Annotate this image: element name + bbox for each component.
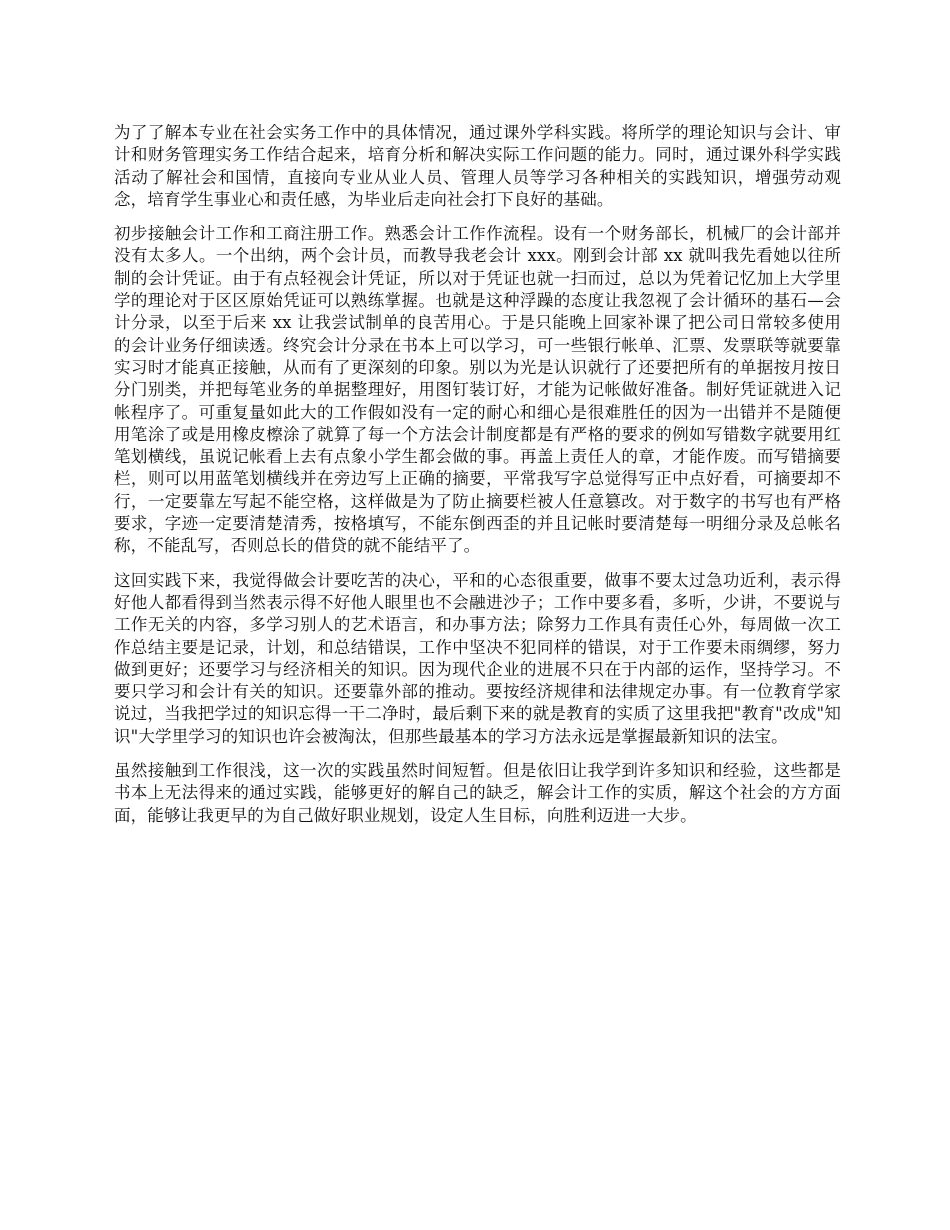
paragraph-purpose: 为了了解本专业在社会实务工作中的具体情况，通过课外学科实践。将所学的理论知识与会计、审计和财务管理实务工作结合起来，培育分析和解决实际工作问题的能力。同时，通过课外科学实践活动了解社会和国情，直接向专业从业人员、管理人员等学习各种相关的实践知识，增强劳动观念，培育学生事业心和责任感，为毕业后走向社会打下良好的基础。 [114,123,841,209]
document-body [114,122,841,827]
paragraph-accounting-work: 初步接触会计工作和工商注册工作。熟悉会计工作作流程。设有一个财务部长，机械厂的会计部并没有太多人。一个出纳，两个会计员，而教导我老会计 xxx。刚到会计部 xx 就叫我先看她以往所制的会计凭证。由于有点轻视会计凭证，所以对于凭证也就一扫而过，总以为凭着记忆加上大学里学的理论对于区区原始凭证可以熟练掌握。也就是这种浮躁的态度让我忽视了会计循环的基石—会计分录，以至于后来 xx 让我尝试制单的良苦用心。于是只能晚上回家补课了把公司日常较多使用的会计业务仔细读透。终究会计分录在书本上可以学习，可一些银行帐单、汇票、发票联等就要靠实习时才能真正接触，从而有了更深刻的印象。别以为光是认识就行了还要把所有的单据按月按日分门别类，并把每笔业务的单据整理好，用图钉装订好，才能为记帐做好准备。制好凭证就进入记帐程序了。可重复量如此大的工作假如没有一定的耐心和细心是很难胜任的因为一出错并不是随便用笔涂了或是用橡皮檫涂了就算了每一个方法会计制度都是有严格的要求的例如写错数字就要用红笔划横线，虽说记帐看上去有点象小学生都会做的事。再盖上责任人的章，才能作废。而写错摘要栏，则可以用蓝笔划横线并在旁边写上正确的摘要，平常我写字总觉得写正中点好看，可摘要却不行，一定要靠左写起不能空格，这样做是为了防止摘要栏被人任意篡改。对于数字的书写也有严格要求，字迹一定要清楚清秀，按格填写，不能东倒西歪的并且记帐时要清楚每一明细分录及总帐名称，不能乱写，否则总长的借贷的就不能结平了。 [114,224,841,556]
paragraph-reflections: 这回实践下来，我觉得做会计要吃苦的决心，平和的心态很重要，做事不要太过急功近利，表示得好他人都看得到当然表示得不好他人眼里也不会融进沙子；工作中要多看，多听，少讲，不要说与工作无关的内容，多学习别人的艺术语言，和办事方法；除努力工作具有责任心外，每周做一次工作总结主要是记录，计划，和总结错误，工作中坚决不犯同样的错误，对于工作要未雨绸缪，努力做到更好；还要学习与经济相关的知识。因为现代企业的进展不只在于内部的运作，坚持学习。不要只学习和会计有关的知识。还要靠外部的推动。要按经济规律和法律规定办事。有一位教育学家说过，当我把学过的知识忘得一干二净时，最后剩下来的就是教育的实质了这里我把"教育"改成"知识"大学里学习的知识也许会被淘汰，但那些最基本的学习方法永远是掌握最新知识的法宝。 [114,570,841,746]
paragraph-conclusion: 虽然接触到工作很浅，这一次的实践虽然时间短暂。但是依旧让我学到许多知识和经验，这些都是书本上无法得来的通过实践，能够更好的解自己的缺乏，解会计工作的实质，解这个社会的方方面面，能够让我更早的为自己做好职业规划，设定人生目标，向胜利迈进一大步。 [114,761,841,825]
